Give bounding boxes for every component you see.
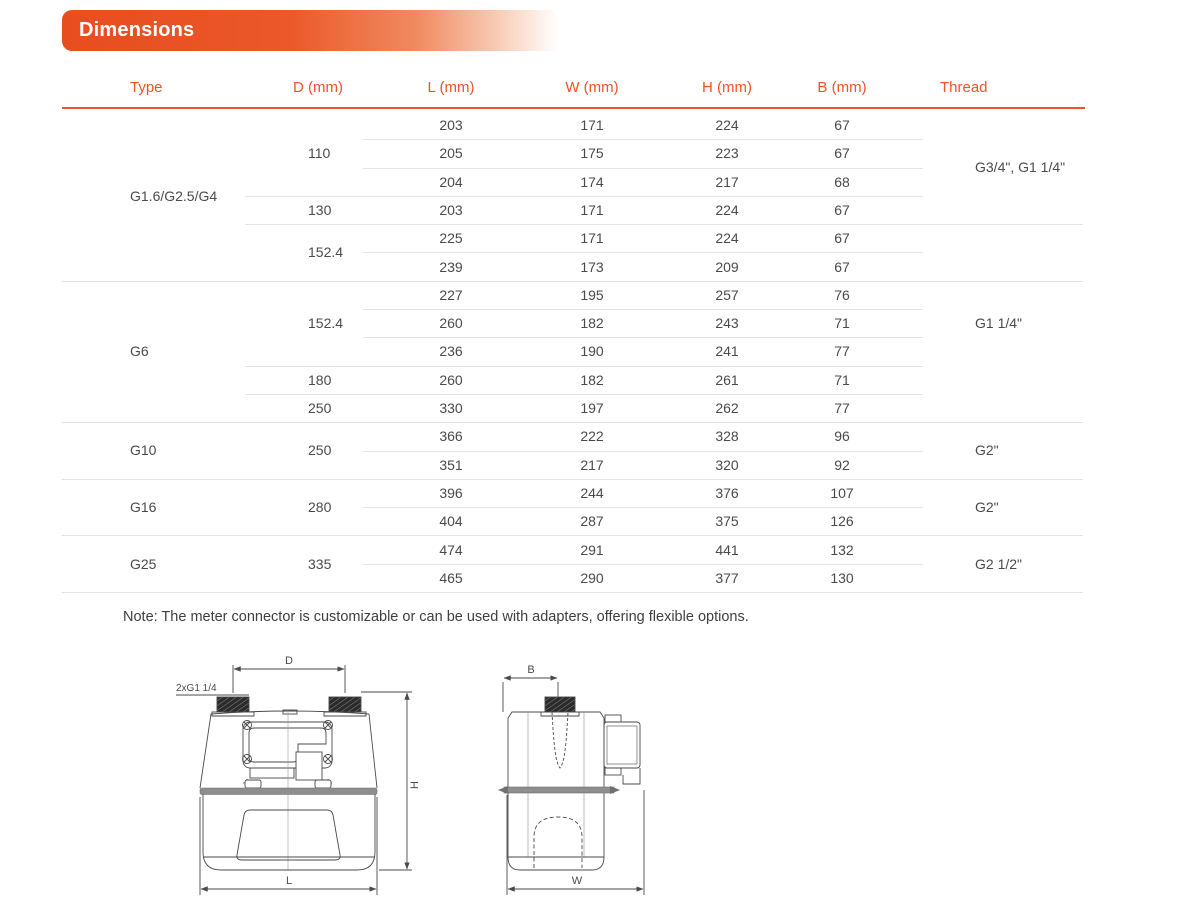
side-seam-band xyxy=(498,786,620,794)
b-cell: 76 xyxy=(834,286,850,303)
l-cell: 474 xyxy=(439,541,463,558)
h-cell: 328 xyxy=(715,428,739,445)
dim-label-w: W xyxy=(571,875,583,887)
l-cell: 239 xyxy=(439,258,463,275)
thread-cell: G1 1/4" xyxy=(975,315,1022,332)
l-cell: 203 xyxy=(439,201,463,218)
d-cell: 110 xyxy=(308,145,331,162)
d-cell: 152.4 xyxy=(308,315,344,332)
w-cell: 173 xyxy=(580,258,604,275)
display-window xyxy=(243,721,333,788)
column-header-d: D (mm) xyxy=(293,79,343,96)
thread-cell: G2 1/2" xyxy=(975,555,1022,572)
l-cell: 396 xyxy=(439,484,463,501)
w-cell: 182 xyxy=(580,315,604,332)
w-cell: 182 xyxy=(580,371,604,388)
subgroup-divider xyxy=(245,224,1083,225)
section-banner xyxy=(62,10,568,51)
b-cell: 67 xyxy=(834,230,850,247)
l-cell: 351 xyxy=(439,456,463,473)
h-cell: 209 xyxy=(715,258,739,275)
h-cell: 376 xyxy=(715,484,739,501)
thread-cell: G3/4", G1 1/4" xyxy=(975,159,1066,176)
type-cell: G16 xyxy=(130,499,157,516)
h-cell: 243 xyxy=(715,315,739,332)
d-cell: 280 xyxy=(308,499,332,516)
column-header-thread: Thread xyxy=(940,79,988,96)
dim-label-l: L xyxy=(285,875,293,887)
l-cell: 225 xyxy=(439,230,463,247)
page-title: Dimensions xyxy=(79,19,195,41)
b-cell: 67 xyxy=(834,258,850,275)
b-cell: 130 xyxy=(830,569,854,586)
thread-cell: G2" xyxy=(975,499,999,516)
meter-lower-body xyxy=(203,794,375,870)
column-header-l: L (mm) xyxy=(427,79,475,96)
b-cell: 77 xyxy=(834,400,850,417)
type-cell: G25 xyxy=(130,555,157,572)
h-cell: 223 xyxy=(715,145,739,162)
b-cell: 132 xyxy=(830,541,854,558)
h-cell: 320 xyxy=(715,456,739,473)
dimension-d xyxy=(233,665,345,693)
group-divider xyxy=(62,592,1083,593)
h-cell: 375 xyxy=(715,513,739,530)
w-cell: 217 xyxy=(580,456,604,473)
thread-cell: G2" xyxy=(975,442,999,459)
l-cell: 330 xyxy=(439,400,463,417)
l-cell: 465 xyxy=(439,569,463,586)
b-cell: 126 xyxy=(830,513,854,530)
w-cell: 291 xyxy=(580,541,604,558)
l-cell: 260 xyxy=(439,315,463,332)
h-cell: 257 xyxy=(715,286,739,303)
l-cell: 260 xyxy=(439,371,463,388)
d-cell: 250 xyxy=(308,400,332,417)
w-cell: 171 xyxy=(580,230,604,247)
column-header-h: H (mm) xyxy=(702,79,752,96)
dim-label-h: H xyxy=(409,781,421,789)
w-cell: 290 xyxy=(580,569,604,586)
header-underline xyxy=(62,107,1085,109)
w-cell: 244 xyxy=(580,484,604,501)
dim-label-b: B xyxy=(527,664,535,676)
l-cell: 204 xyxy=(439,173,463,190)
pipe-connector-side xyxy=(541,697,579,716)
l-cell: 404 xyxy=(439,513,463,530)
dim-label-d: D xyxy=(285,655,293,667)
side-view-drawing xyxy=(478,645,673,903)
b-cell: 67 xyxy=(834,117,850,134)
type-cell: G6 xyxy=(130,343,149,360)
w-cell: 175 xyxy=(580,145,604,162)
seam-band xyxy=(200,780,377,795)
b-cell: 71 xyxy=(834,315,850,332)
b-cell: 67 xyxy=(834,145,850,162)
w-cell: 174 xyxy=(580,173,604,190)
d-cell: 250 xyxy=(308,442,332,459)
h-cell: 224 xyxy=(715,201,739,218)
d-cell: 180 xyxy=(308,371,332,388)
w-cell: 171 xyxy=(580,201,604,218)
column-header-b: B (mm) xyxy=(817,79,867,96)
b-cell: 77 xyxy=(834,343,850,360)
l-cell: 205 xyxy=(439,145,463,162)
w-cell: 195 xyxy=(580,286,604,303)
h-cell: 241 xyxy=(715,343,739,360)
column-header-w: W (mm) xyxy=(565,79,619,96)
h-cell: 377 xyxy=(715,569,739,586)
h-cell: 261 xyxy=(715,371,739,388)
b-cell: 96 xyxy=(834,428,850,445)
b-cell: 68 xyxy=(834,173,850,190)
l-cell: 227 xyxy=(439,286,463,303)
w-cell: 197 xyxy=(580,400,604,417)
b-cell: 71 xyxy=(834,371,850,388)
d-cell: 335 xyxy=(308,555,332,572)
w-cell: 222 xyxy=(580,428,604,445)
thread-note-label: 2xG1 1/4 xyxy=(176,683,217,694)
h-cell: 224 xyxy=(715,230,739,247)
l-cell: 236 xyxy=(439,343,463,360)
b-cell: 67 xyxy=(834,201,850,218)
column-header-type: Type xyxy=(130,79,163,96)
l-cell: 366 xyxy=(439,428,463,445)
h-cell: 224 xyxy=(715,117,739,134)
counter-box xyxy=(604,715,640,784)
l-cell: 203 xyxy=(439,117,463,134)
w-cell: 171 xyxy=(580,117,604,134)
h-cell: 441 xyxy=(715,541,739,558)
d-cell: 130 xyxy=(308,201,332,218)
h-cell: 262 xyxy=(715,400,739,417)
type-cell: G10 xyxy=(130,442,157,459)
w-cell: 287 xyxy=(580,513,604,530)
b-cell: 107 xyxy=(830,484,854,501)
h-cell: 217 xyxy=(715,173,739,190)
dimension-h xyxy=(361,692,412,870)
type-cell: G1.6/G2.5/G4 xyxy=(130,187,218,204)
w-cell: 190 xyxy=(580,343,604,360)
d-cell: 152.4 xyxy=(308,244,344,261)
b-cell: 92 xyxy=(834,456,850,473)
inner-arch xyxy=(534,817,582,868)
front-view-drawing xyxy=(150,645,430,903)
table-note: Note: The meter connector is customizable or can be used with adapters, offering flexible options. xyxy=(123,609,749,625)
